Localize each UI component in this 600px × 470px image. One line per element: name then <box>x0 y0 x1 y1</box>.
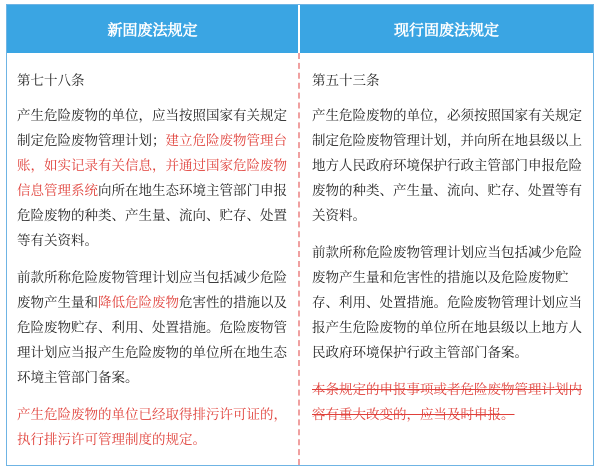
paragraph-text: 前款所称危险废物管理计划应当包括减少危险废物产生量和 <box>17 270 287 311</box>
new-law-paragraph-2 <box>17 266 288 391</box>
header-current-law: 现行固废法规定 <box>300 5 593 53</box>
header-new-law: 新固废法规定 <box>7 5 300 53</box>
new-provision-highlight: 建立危险废物管理台账，如实记录有关信息，并通过国家危险废物信息管理系统 <box>17 133 287 199</box>
new-provision-highlight: 降低危险废物 <box>98 295 179 311</box>
table-body <box>7 53 593 465</box>
comparison-table <box>6 4 594 466</box>
current-law-column <box>300 53 593 465</box>
current-law-paragraph-1: 产生危险废物的单位，必须按照国家有关规定制定危险废物管理计划，并向所在地县级以上地方人民政府环境保护行政主管部门申报危险废物的种类、产生量、流向、贮存、处置等有关资料。 <box>312 108 582 224</box>
new-law-column <box>7 53 300 465</box>
new-law-article-number: 第七十八条 <box>17 73 85 89</box>
current-law-paragraph-2: 前款所称危险废物管理计划应当包括减少危险废物产生量和危害性的措施以及危险废物贮存、利用、处置措施。危险废物管理计划应当报产生危险废物的单位所在地县级以上地方人民政府环境保护行政主管部门备案。 <box>312 245 582 361</box>
new-law-paragraph-1 <box>17 104 288 254</box>
current-law-article-number: 第五十三条 <box>312 73 380 89</box>
table-header <box>7 5 593 53</box>
paragraph-text: 向所在地生态环境主管部门申报危险废物的种类、产生量、流向、贮存、处置等有关资料。 <box>17 183 287 249</box>
paragraph-text: 产生危险废物的单位，应当按照国家有关规定制定危险废物管理计划； <box>17 108 287 149</box>
deleted-provision: 本条规定的申报事项或者危险废物管理计划内容有重大改变的，应当及时申报。 <box>312 382 582 423</box>
new-law-paragraph-3: 产生危险废物的单位已经取得排污许可证的，执行排污许可管理制度的规定。 <box>17 407 287 448</box>
paragraph-text: 危害性的措施以及危险废物贮存、利用、处置措施。危险废物管理计划应当报产生危险废物的单位所在地生态环境主管部门备案。 <box>17 295 287 386</box>
